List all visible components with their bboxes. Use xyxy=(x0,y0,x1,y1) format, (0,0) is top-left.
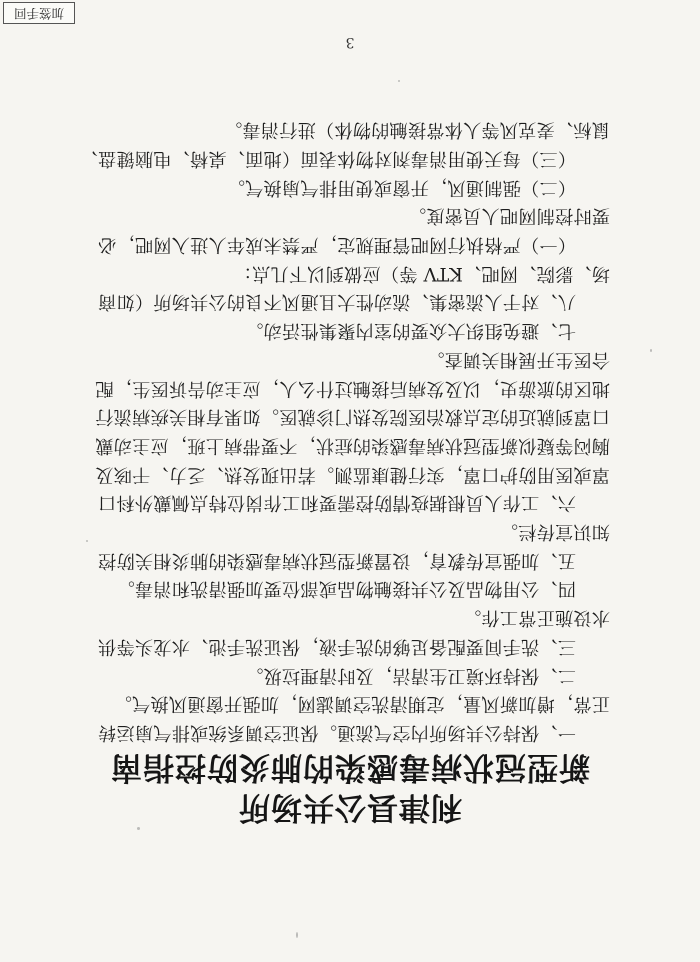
paragraph-line: 二、保持环境卫生清洁，及时清理垃圾。 xyxy=(245,664,576,686)
paragraph-line: 三、洗手间要配备足够的洗手液，保证洗手池、水龙头等供 xyxy=(97,635,576,657)
paragraph-line: 水设施正常工作。 xyxy=(462,607,610,629)
paragraph-line: （一）严格执行网吧管理规定，严禁未成年人进入网吧，必 xyxy=(97,234,576,256)
paragraph-line: 口罩到就近的定点救治医院发热门诊就医。如果有相关疾病流行 xyxy=(95,406,610,428)
paragraph-line: 鼠标、麦克风等人体常接触的物体）进行消毒。 xyxy=(223,119,610,141)
scan-speck xyxy=(398,80,400,82)
scan-speck xyxy=(137,827,140,830)
paragraph-line: 知识宣传栏。 xyxy=(499,521,610,543)
title-line-2: 新型冠状病毒感染的肺炎防控指南 xyxy=(110,749,590,785)
paragraph-line: 一、保持公共场所内空气流通。保证空调系统或排气扇运转 xyxy=(97,722,576,743)
paragraph-line: 合医生开展相关调查。 xyxy=(426,348,610,370)
paragraph-line: 六、工作人员根据疫情防控需要和工作岗位特点佩戴外科口 xyxy=(97,492,576,514)
paragraph-line: 四、公用物品及公共接触物品或部位要加强清洗和消毒。 xyxy=(116,578,576,600)
paragraph-line: 地区的旅游史，以及发病后接触过什么人，应主动告诉医生，配 xyxy=(95,377,610,399)
paragraph-line: （三）每天使用消毒剂对物体表面（地面、桌椅、电脑键盘、 xyxy=(79,147,576,169)
corner-stamp: 加签手回 xyxy=(3,2,75,24)
paragraph-line: 罩或医用防护口罩，实行健康监测。若出现发热、乏力、干咳及 xyxy=(95,463,610,485)
paragraph-line: 要时控制网吧人员密度。 xyxy=(407,205,610,227)
scan-speck xyxy=(650,349,652,352)
paragraph-line: 场、影院、网吧、KTV 等）应做到以下几点： xyxy=(233,262,610,284)
paragraph-line: 胸闷等疑似新型冠状病毒感染的症状，不要带病上班，应主动戴 xyxy=(95,434,610,456)
paragraph-line: 正常，增加新风量，定期清洗空调滤网，加强开窗通风换气。 xyxy=(113,693,610,715)
title-line-1: 利津县公共场所 xyxy=(238,789,462,825)
paragraph-line: （二）强制通风，开窗或使用排气扇换气。 xyxy=(226,176,576,198)
document-body xyxy=(75,115,610,746)
document-title xyxy=(0,747,700,827)
scan-speck xyxy=(296,932,298,938)
page-number: 3 xyxy=(345,34,355,50)
paragraph-line: 八、对于人流密集、流动性大且通风不良的公共场所（如商 xyxy=(97,291,576,313)
paragraph-line: 五、加强宣传教育，设置新型冠状病毒感染的肺炎相关防控 xyxy=(97,549,576,571)
paragraph-line: 七、避免组织大众要的室内聚集性活动。 xyxy=(245,320,576,342)
